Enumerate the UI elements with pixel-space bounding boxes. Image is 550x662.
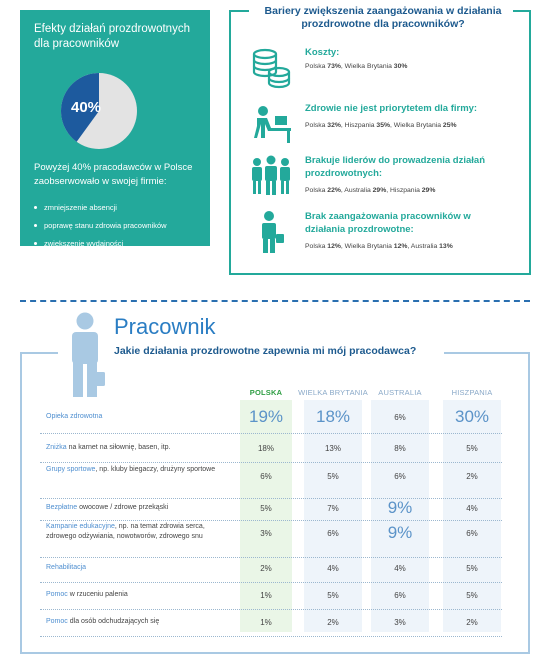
barrier-not-priority [245, 102, 525, 152]
row-label: Pomoc w rzuceniu palenia [46, 591, 128, 598]
table-cell: 6% [466, 529, 478, 538]
pie-value-label: 40% [70, 99, 102, 116]
coins-icon [249, 46, 293, 90]
table-cell: 1% [260, 591, 272, 600]
table-cell: 6% [394, 591, 406, 600]
row-label: Grupy sportowe, np. kluby biegaczy, drużyny sportowe [46, 466, 216, 473]
section-divider [20, 300, 530, 302]
barrier-stats: Polska 73%, Wielka Brytania 30% [305, 63, 408, 70]
table-cell: 5% [466, 591, 478, 600]
table-cell: 4% [466, 504, 478, 513]
barrier-title: Brakuje liderów do prowadzenia działań prozdrowotnych: [305, 155, 486, 179]
table-cell: 3% [394, 618, 406, 627]
table-cell: 2% [466, 618, 478, 627]
person-briefcase-icon [249, 210, 293, 254]
table-cell: 18% [315, 407, 351, 426]
table-cell: 9% [387, 498, 413, 517]
table-cell: 7% [327, 504, 339, 513]
table-cell: 9% [387, 523, 413, 542]
table-cell: 5% [327, 472, 339, 481]
table-cell: 6% [394, 472, 406, 481]
table-cell: 6% [327, 529, 339, 538]
barrier-stats: Polska 12%, Wielka Brytania 12%, Australia 13% [305, 243, 453, 250]
barrier-costs [245, 46, 525, 96]
effects-title: Efekty działań prozdrowotnych dla pracowników [34, 23, 190, 50]
table-cell: 2% [260, 564, 272, 573]
table-cell: 2% [466, 472, 478, 481]
barrier-title: Brak zaangażowania pracowników w działania prozdrowotne: [305, 211, 471, 235]
list-item: zwiększenie wydajności [34, 239, 167, 248]
effects-panel [20, 10, 210, 246]
barriers-heading: Bariery zwiększenia zaangażowania w działania prozdrowotne dla pracowników? [253, 5, 513, 31]
row-separator [40, 609, 502, 610]
barriers-panel [229, 5, 531, 275]
table-cell: 6% [394, 413, 406, 422]
table-cell: 3% [260, 529, 272, 538]
row-label: Pomoc dla osób odchudzających się [46, 618, 160, 625]
table-cell: 5% [466, 444, 478, 453]
row-label: Zniżka na karnet na siłownię, basen, itp. [46, 444, 171, 451]
section-title: Pracownik [114, 314, 216, 339]
column-header: WIELKA BRYTANIA [298, 388, 368, 397]
table-cell: 4% [394, 564, 406, 573]
barrier-title: Koszty: [305, 47, 340, 58]
table-cell: 1% [260, 618, 272, 627]
row-separator [40, 636, 502, 637]
barrier-leaders [245, 154, 525, 204]
effects-lead: Powyżej 40% pracodawców w Polsce zaobserwowało w swojej firmie: [34, 162, 193, 187]
row-label: Opieka zdrowotna [46, 413, 103, 420]
table-cell: 5% [327, 591, 339, 600]
row-separator [40, 557, 502, 558]
row-separator [40, 498, 502, 499]
pie-chart [60, 72, 138, 150]
table-cell: 6% [260, 472, 272, 481]
bullet-icon [34, 206, 37, 209]
barrier-title: Zdrowie nie jest priorytetem dla firmy: [305, 103, 478, 114]
row-label: Rehabilitacja [46, 564, 87, 571]
row-separator [40, 582, 502, 583]
table-cell: 19% [248, 407, 284, 426]
row-separator [40, 520, 502, 521]
row-separator [40, 462, 502, 463]
list-item: poprawę stanu zdrowia pracowników [34, 221, 167, 230]
barrier-stats: Polska 32%, Hiszpania 35%, Wielka Brytania 25% [305, 122, 457, 129]
table-cell: 13% [324, 444, 341, 453]
table-cell: 5% [466, 564, 478, 573]
list-item: zmniejszenie absencji [34, 203, 167, 212]
row-separator [40, 433, 502, 434]
row-label: Bezpłatne owocowe / zdrowe przekąski [46, 504, 169, 511]
barrier-stats: Polska 22%, Australia 29%, Hiszpania 29% [305, 187, 436, 194]
row-label: Kampanie edukacyjne, np. na temat zdrowia serca, zdrowego odżywiania, nowotworów, zdrowego snu [46, 523, 205, 540]
column-header: POLSKA [249, 388, 283, 397]
table-cell: 2% [327, 618, 339, 627]
table-cell: 5% [260, 504, 272, 513]
column-header: AUSTRALIA [378, 388, 422, 397]
column-header: HISZPANIA [451, 388, 493, 397]
bullet-icon [34, 224, 37, 227]
question-heading: Jakie działania prozdrowotne zapewnia mi mój pracodawca? [114, 345, 417, 357]
group-people-icon [249, 154, 293, 198]
table-cell: 30% [454, 407, 490, 426]
table-cell: 8% [394, 444, 406, 453]
table-cell: 18% [257, 444, 274, 453]
bullet-icon [34, 242, 37, 245]
barrier-engagement [245, 210, 525, 260]
table-cell: 4% [327, 564, 339, 573]
effects-list [34, 203, 167, 257]
desk-worker-icon [249, 102, 293, 146]
